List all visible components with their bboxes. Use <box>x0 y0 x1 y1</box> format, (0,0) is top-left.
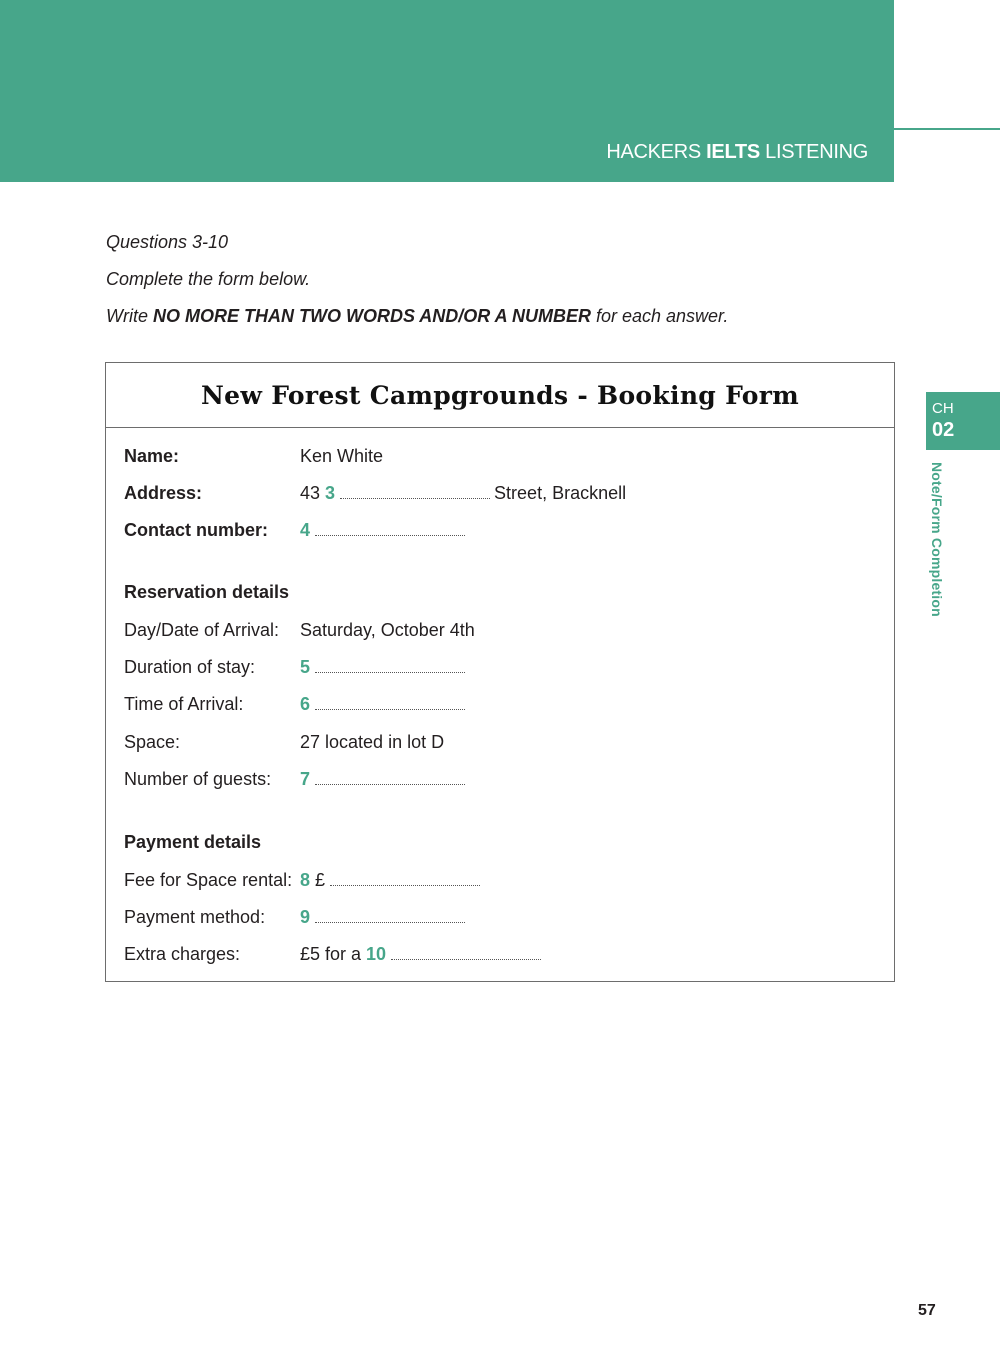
address-number: 43 <box>300 483 321 503</box>
method-value <box>300 906 469 928</box>
chapter-label: CH <box>932 400 954 417</box>
method-label: Payment method: <box>124 907 266 927</box>
contact-value <box>300 519 469 541</box>
answer-blank-8[interactable] <box>330 871 480 886</box>
arrival-date-value <box>300 619 475 641</box>
instruction-line-2 <box>106 307 728 326</box>
extra-charge-text: £5 for a <box>300 944 362 964</box>
answer-blank-7[interactable] <box>315 770 465 785</box>
time-value <box>300 693 469 715</box>
question-number-9: 9 <box>300 907 311 927</box>
question-number-6: 6 <box>300 694 311 714</box>
space-text: 27 located in lot D <box>300 732 445 752</box>
header-brand-bold: IELTS <box>706 141 760 163</box>
extra-value <box>300 943 545 965</box>
name-label: Name: <box>124 446 180 466</box>
guests-value <box>300 768 469 790</box>
name-value <box>300 445 383 467</box>
header-band <box>0 0 894 182</box>
chapter-tab <box>926 392 1000 450</box>
question-number-7: 7 <box>300 769 311 789</box>
instruction-word-limit: NO MORE THAN TWO WORDS AND/OR A NUMBER <box>153 306 591 326</box>
question-number-8: 8 <box>300 870 311 890</box>
question-number-5: 5 <box>300 657 311 677</box>
contact-label: Contact number: <box>124 520 268 540</box>
instructions <box>106 233 728 344</box>
instruction-pre: Write <box>106 306 153 326</box>
form-title: New Forest Campgrounds - Booking Form <box>201 380 799 410</box>
booking-form <box>105 362 895 982</box>
header-brand-pre: HACKERS <box>606 141 707 163</box>
arrival-date-label: Day/Date of Arrival: <box>124 620 280 640</box>
reservation-heading: Reservation details <box>124 582 290 602</box>
form-title-row <box>106 363 894 428</box>
fee-value <box>300 869 484 891</box>
address-label: Address: <box>124 483 203 503</box>
duration-value <box>300 656 469 678</box>
chapter-number: 02 <box>932 419 955 441</box>
payment-heading: Payment details <box>124 832 262 852</box>
answer-blank-3[interactable] <box>340 484 490 499</box>
answer-blank-5[interactable] <box>315 658 465 673</box>
section-title-vertical: Note/Form Completion <box>929 462 945 617</box>
fee-currency: £ <box>315 870 326 890</box>
answer-blank-4[interactable] <box>315 521 465 536</box>
space-label: Space: <box>124 732 181 752</box>
time-label: Time of Arrival: <box>124 694 244 714</box>
header-title <box>606 141 868 164</box>
instruction-line-1: Complete the form below. <box>106 269 311 289</box>
address-value <box>300 482 626 504</box>
arrival-date-text: Saturday, October 4th <box>300 620 475 640</box>
page-number: 57 <box>918 1302 936 1319</box>
answer-blank-10[interactable] <box>391 945 541 960</box>
header-brand-post: LISTENING <box>759 141 868 163</box>
fee-label: Fee for Space rental: <box>124 870 293 890</box>
question-number-10: 10 <box>366 944 387 964</box>
answer-blank-6[interactable] <box>315 695 465 710</box>
question-number-4: 4 <box>300 520 311 540</box>
question-number-3: 3 <box>325 483 336 503</box>
duration-label: Duration of stay: <box>124 657 256 677</box>
instruction-post: for each answer. <box>590 306 729 326</box>
questions-range: Questions 3-10 <box>106 232 229 252</box>
extra-label: Extra charges: <box>124 944 241 964</box>
address-street: Street, Bracknell <box>494 483 627 503</box>
side-rule <box>894 128 1000 130</box>
space-value <box>300 731 444 753</box>
answer-blank-9[interactable] <box>315 908 465 923</box>
name-text: Ken White <box>300 446 384 466</box>
guests-label: Number of guests: <box>124 769 272 789</box>
